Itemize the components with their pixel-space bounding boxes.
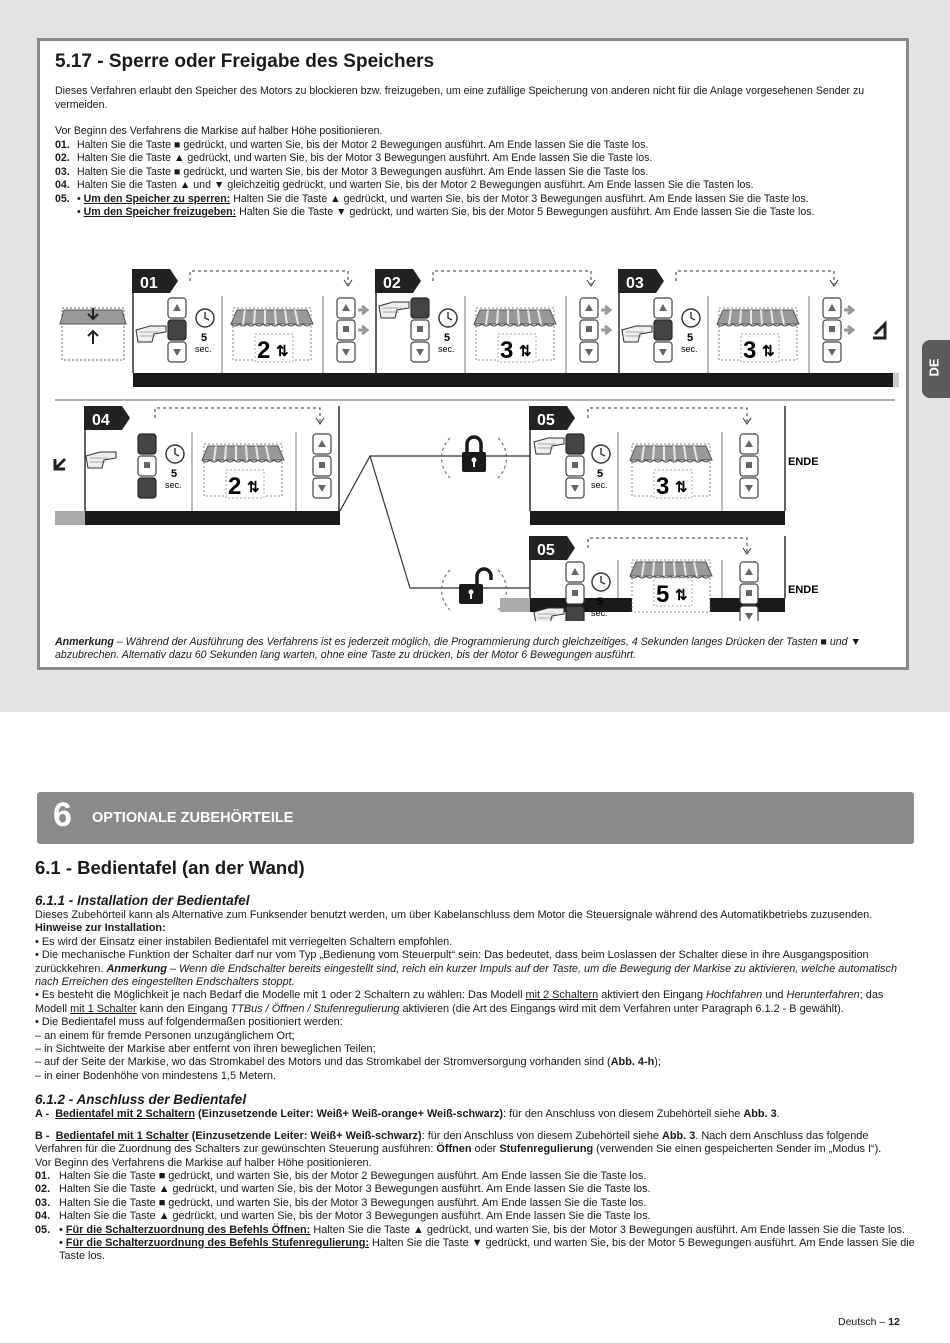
start-awning [60, 308, 126, 360]
step-item: • Um den Speicher freizugeben: Halten Sie die Taste ▼ gedrückt, und warten Sie, bis der Motor 5 Bewegungen ausführt. Am Ende lassen Sie die Taste los. [77, 206, 815, 218]
bullet-item: • Die Bedientafel muss auf folgendermaßen positioniert werden: [35, 1016, 343, 1029]
item-b: B - Bedientafel mit 1 Schalter (Einzusetzende Leiter: Weiß+ Weiß-schwarz): für den Anschluss von diesem Zubehörteil siehe Abb. 3. Nach dem Anschluss das folgende Verfahren für die Zuordnung des Schalters zur gewünschten Steuerung ausführen: Öffnen oder Stufenregulierung (verwenden Sie einen gespeicherten Sender im „Modus I“). [35, 1129, 882, 1156]
section-title: OPTIONALE ZUBEHÖRTEILE [92, 810, 294, 826]
svg-text:⇅: ⇅ [276, 343, 289, 360]
movement-count: 3 [500, 337, 514, 364]
step-label: 05 [537, 542, 555, 559]
step-item: 01. Halten Sie die Taste ■ gedrückt, und warten Sie, bis der Motor 2 Bewegungen ausführt. Am Ende lassen Sie die Taste los. [35, 1169, 647, 1182]
dash-item: – auf der Seite der Markise, wo das Stromkabel des Motors und das Stromkabel der Stromversorgung vorhanden sind (Abb. 4-h); [35, 1056, 661, 1069]
step-item: • Für die Schalterzuordnung des Befehls Stufenregulierung: Halten Sie die Taste ▼ gedrückt, und warten Sie, bis der Motor 5 Bewegungen ausführt. Am Ende lassen Sie die Taste los. [59, 1236, 915, 1263]
svg-text:⇅: ⇅ [247, 479, 260, 496]
step-label: 03 [626, 275, 644, 292]
timer-value: 5 [687, 332, 694, 344]
end-label: ENDE [788, 584, 819, 596]
timer-value: 5 [444, 332, 451, 344]
prep-text: Vor Beginn des Verfahrens die Markise auf halber Höhe positionieren. [35, 1156, 372, 1169]
heading-6-1-2: 6.1.2 - Anschluss der Bedientafel [35, 1092, 247, 1108]
bullet-item: • Es besteht die Möglichkeit je nach Bedarf die Modelle mit 1 oder 2 Schaltern zu wählen: Das Modell mit 2 Schaltern aktiviert den Eingang Hochfahren und Herunterfahren; das Modell mit 1 Schalter kann den Eingang TTBus / Öffnen / Stufenregulierung aktivieren (die Art des Eingangs wird mit dem Verfahren unter Paragraph 6.1.2 - B gewählt). [35, 989, 884, 1015]
bullet-item: • Die mechanische Funktion der Schalter darf nur vom Typ „Bedienung vom Steuerpult“ sein: Das bedeutet, dass beim Loslassen der Schalter diese in ihre Ausgangsposition zurückkehren. Anmerkung – Wenn die Endschalter bereits eingestellt sind, reich ein kurzer Impuls auf der Taste, um die Bewegung der Markise zu aktivieren, welche automatisch nach Erreichen des eingestellten Endschalters stoppt. [35, 949, 897, 989]
timer-value: 5 [597, 596, 604, 608]
section-6-header [37, 792, 914, 844]
language-tab[interactable]: DE [922, 340, 950, 398]
timer-unit: sec. [438, 344, 455, 354]
paragraph: Dieses Zubehörteil kann als Alternative zum Funksender benutzt werden, um über Kabelanschluss dem Motor die Steuersignale während des Automatikbetriebs zuzusenden. [35, 909, 873, 921]
timer-unit: sec. [195, 344, 212, 354]
heading-6-1-1: 6.1.1 - Installation der Bedientafel [35, 893, 250, 908]
unlock-icon [442, 569, 507, 610]
movement-count: 2 [228, 473, 242, 500]
procedure-diagram [40, 226, 906, 621]
timer-unit: sec. [591, 608, 608, 618]
page-footer: Deutsch – 12 [838, 1316, 900, 1328]
bullet-item: • Es wird der Einsatz einer instabilen Bedientafel mit verriegelten Schaltern empfohlen. [35, 935, 453, 948]
section-title: 5.17 - Sperre oder Freigabe des Speichers [55, 51, 435, 72]
section-number: 6 [53, 796, 72, 834]
continue-arrow-icon [873, 324, 885, 338]
note-paragraph: Anmerkung – Während der Ausführung des Verfahrens ist es jederzeit möglich, die Programmierung durch gleichzeitiges, 4 Sekunden langes Drücken der Tasten ■ und ▼ abzubrechen. Alternativ dazu 60 Sekunden lang warten, ohne eine Taste zu drücken, bis der Motor 6 Bewegungen ausführt. [55, 635, 861, 662]
timer-unit: sec. [165, 480, 182, 490]
diagram-row-1 [60, 269, 899, 387]
step-item: 05. • Für die Schalterzuordnung des Befehls Öffnen: Halten Sie die Taste ▲ gedrückt, und warten Sie, bis der Motor 3 Bewegungen ausführt. Am Ende lassen Sie die Taste los. [35, 1223, 905, 1236]
hint-title: Hinweise zur Installation: [35, 922, 166, 935]
diagram-row-3 [500, 536, 819, 621]
continue-arrow-icon [55, 459, 65, 469]
dash-item: – in Sichtweite der Markise aber entfernt von ihren beweglichen Teilen; [35, 1043, 376, 1056]
step-label: 02 [383, 275, 401, 292]
heading-6-1: 6.1 - Bedientafel (an der Wand) [35, 857, 305, 878]
svg-text:⇅: ⇅ [675, 479, 688, 496]
svg-text:⇅: ⇅ [675, 587, 688, 604]
svg-text:⇅: ⇅ [519, 343, 532, 360]
step-item: 04. Halten Sie die Taste ▲ gedrückt, und warten Sie, bis der Motor 3 Bewegungen ausführt. Am Ende lassen Sie die Taste los. [35, 1210, 651, 1223]
timer-unit: sec. [681, 344, 698, 354]
movement-count: 3 [656, 473, 670, 500]
step-item: 04. Halten Sie die Tasten ▲ und ▼ gleichzeitig gedrückt, und warten Sie, bis der Motor 2 Bewegungen ausführt. Am Ende lassen Sie die Tasten los. [55, 179, 754, 191]
step-item: 01. Halten Sie die Taste ■ gedrückt, und warten Sie, bis der Motor 2 Bewegungen ausführt. Am Ende lassen Sie die Taste los. [55, 138, 649, 151]
intro-paragraph: Dieses Verfahren erlaubt den Speicher des Motors zu blockieren bzw. freizugeben, um eine zufällige Speicherung von anderen nicht für die Anlage vorgesehenen Sender zu vermeiden. [55, 85, 865, 111]
procedure-steps [55, 125, 900, 220]
step-label: 04 [92, 412, 110, 429]
dash-item: – an einem für fremde Personen unzugänglichem Ort; [35, 1029, 295, 1042]
step-label: 05 [537, 412, 555, 429]
step-item: 03. Halten Sie die Taste ■ gedrückt, und warten Sie, bis der Motor 3 Bewegungen ausführt. Am Ende lassen Sie die Taste los. [55, 165, 649, 178]
end-label: ENDE [788, 456, 819, 468]
step-label: 01 [140, 275, 158, 292]
step-item: 02. Halten Sie die Taste ▲ gedrückt, und warten Sie, bis der Motor 3 Bewegungen ausführt. Am Ende lassen Sie die Taste los. [35, 1183, 651, 1196]
svg-text:⇅: ⇅ [762, 343, 775, 360]
timer-value: 5 [201, 332, 208, 344]
item-a: A - Bedientafel mit 2 Schaltern (Einzusetzende Leiter: Weiß+ Weiß-orange+ Weiß-schwarz): für den Anschluss von diesem Zubehörteil siehe Abb. 3. [35, 1108, 780, 1121]
step-item: 05. • Um den Speicher zu sperren: Halten Sie die Taste ▲ gedrückt, und warten Sie, bis der Motor 3 Bewegungen ausführt. Am Ende lassen Sie die Taste los. [55, 192, 809, 205]
dash-item: – in einer Bodenhöhe von mindestens 1,5 Metern. [35, 1069, 276, 1082]
movement-count: 3 [743, 337, 757, 364]
lock-icon [442, 437, 507, 478]
section-6-body [35, 892, 915, 1264]
timer-value: 5 [597, 468, 604, 480]
step-item: 03. Halten Sie die Taste ■ gedrückt, und warten Sie, bis der Motor 3 Bewegungen ausführt. Am Ende lassen Sie die Taste los. [35, 1196, 647, 1209]
movement-count: 5 [656, 581, 670, 608]
timer-value: 5 [171, 468, 178, 480]
movement-count: 2 [257, 337, 271, 364]
timer-unit: sec. [591, 480, 608, 490]
step-item: 02. Halten Sie die Taste ▲ gedrückt, und warten Sie, bis der Motor 3 Bewegungen ausführt. Am Ende lassen Sie die Taste los. [55, 152, 653, 164]
section-517-box [37, 38, 909, 670]
prep-text: Vor Beginn des Verfahrens die Markise auf halber Höhe positionieren. [55, 125, 383, 137]
